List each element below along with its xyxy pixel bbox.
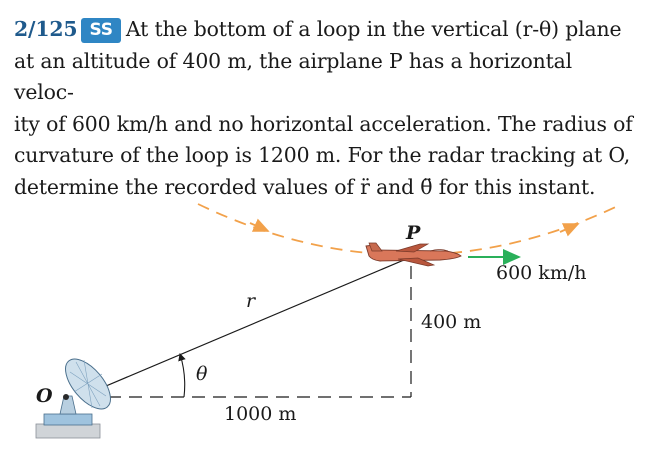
- origin-label: O: [36, 385, 53, 407]
- problem-line-5: determine the recorded values of r̈ and θ̈ for this instant.: [14, 174, 596, 199]
- distance-label: 1000 m: [224, 403, 297, 425]
- theta-label: θ: [196, 363, 208, 385]
- velocity-label: 600 km/h: [496, 262, 587, 284]
- problem-number: 2/125: [14, 17, 78, 41]
- plane-label: P: [406, 222, 421, 244]
- ss-badge: SS: [81, 18, 120, 43]
- airplane-icon: [366, 243, 461, 266]
- problem-line-2: at an altitude of 400 m, the airplane P has a horizontal veloc-: [14, 48, 573, 104]
- theta-arc: [180, 354, 185, 397]
- problem-line-3: ity of 600 km/h and no horizontal acceleration. The radius of: [14, 111, 633, 136]
- altitude-label: 400 m: [421, 311, 482, 333]
- r-label: r: [246, 290, 256, 312]
- r-line: [80, 257, 411, 397]
- problem-line-4: curvature of the loop is 1200 m. For the radar tracking at O,: [14, 143, 631, 167]
- problem-text-1: At the bottom of a loop in the vertical (r-θ) plane: [125, 17, 622, 41]
- path-arrow-right: [560, 224, 578, 232]
